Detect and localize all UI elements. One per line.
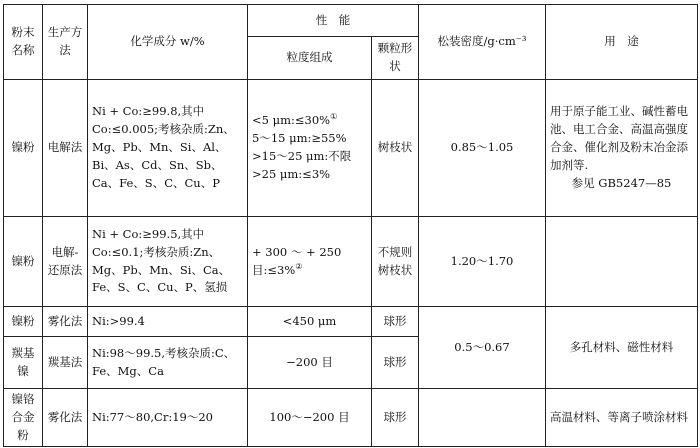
row2-method: 电解-还原法 — [43, 217, 88, 307]
row3-method: 雾化法 — [43, 307, 88, 337]
table-row — [4, 80, 698, 217]
row5-method: 雾化法 — [43, 389, 88, 447]
footnote-marker: ② — [295, 261, 303, 271]
row3-size: <450 μm — [248, 307, 372, 337]
row3-name: 镍粉 — [4, 307, 43, 337]
header-properties: 性 能 — [248, 5, 419, 37]
row1-size-line-4: >25 μm:≤3% — [252, 166, 331, 181]
nickel-powder-table — [3, 4, 698, 447]
table-row — [4, 389, 698, 447]
row2-name: 镍粉 — [4, 217, 43, 307]
row5-usage: 高温材料、等离子喷涂材料 — [546, 389, 698, 447]
row2-composition: Ni + Co:≥99.5,其中 Co:≤0.1;考核杂质:Zn、Mg、Pb、Mn、Si、Ca、Fe、S、C、Cu、P、氢损 — [88, 217, 248, 307]
header-method: 生产方法 — [43, 5, 88, 80]
row1-usage — [546, 80, 698, 217]
row3-shape: 球形 — [372, 307, 419, 337]
row1-composition: Ni + Co:≥99.8,其中 Co:≤0.005;考核杂质:Zn、Mg、Pb、Mn、Si、Al、Bi、As、Cd、Sn、Sb、Ca、Fe、S、C、Cu、P — [88, 80, 248, 217]
row4-method: 羰基法 — [43, 337, 88, 389]
table-row — [4, 307, 698, 337]
row1-size-line-2: 5～15 μm:≥55% — [252, 131, 347, 146]
row4-shape: 球形 — [372, 337, 419, 389]
row3-4-density: 0.5～0.67 — [419, 307, 546, 389]
row5-size: 100～−200 目 — [248, 389, 372, 447]
row1-shape: 树枝状 — [372, 80, 419, 217]
row1-method: 电解法 — [43, 80, 88, 217]
row1-size — [248, 80, 372, 217]
row2-size: + 300 ～ + 250 目:≤3%② — [248, 217, 372, 307]
row1-usage-text: 用于原子能工业、碱性蓄电池、电工合金、高温高强度合金、催化剂及粉末冶金添加剂等. — [550, 104, 688, 172]
row1-size-line-1: <5 μm:≤30%① — [252, 112, 338, 128]
header-density: 松装密度/g·cm⁻³ — [419, 5, 546, 80]
row3-4-usage: 多孔材料、磁性材料 — [546, 307, 698, 389]
row1-density: 0.85～1.05 — [419, 80, 546, 217]
row1-size-line-3: >15～25 μm:不限 — [252, 149, 352, 163]
row3-composition: Ni:>99.4 — [88, 307, 248, 337]
row5-composition: Ni:77～80,Cr:19～20 — [88, 389, 248, 447]
header-shape: 颗粒形状 — [372, 36, 419, 79]
header-name: 粉末名称 — [4, 5, 43, 80]
row4-composition: Ni:98～99.5,考核杂质:C、Fe、Mg、Ca — [88, 337, 248, 389]
header-size: 粒度组成 — [248, 36, 372, 79]
row1-usage-ref: 参见 GB5247—85 — [571, 175, 672, 190]
row2-density: 1.20～1.70 — [419, 217, 546, 307]
footnote-marker: ① — [330, 112, 338, 122]
row2-shape: 不规则树枝状 — [372, 217, 419, 307]
header-usage: 用 途 — [546, 5, 698, 80]
table-row — [4, 217, 698, 307]
row5-shape: 球形 — [372, 389, 419, 447]
row5-density — [419, 389, 546, 447]
row2-usage — [546, 217, 698, 307]
row4-size: −200 目 — [248, 337, 372, 389]
row4-name: 羰基镍 — [4, 337, 43, 389]
row1-name: 镍粉 — [4, 80, 43, 217]
row5-name: 镍铬合金粉 — [4, 389, 43, 447]
header-composition: 化学成分 w/% — [88, 5, 248, 80]
